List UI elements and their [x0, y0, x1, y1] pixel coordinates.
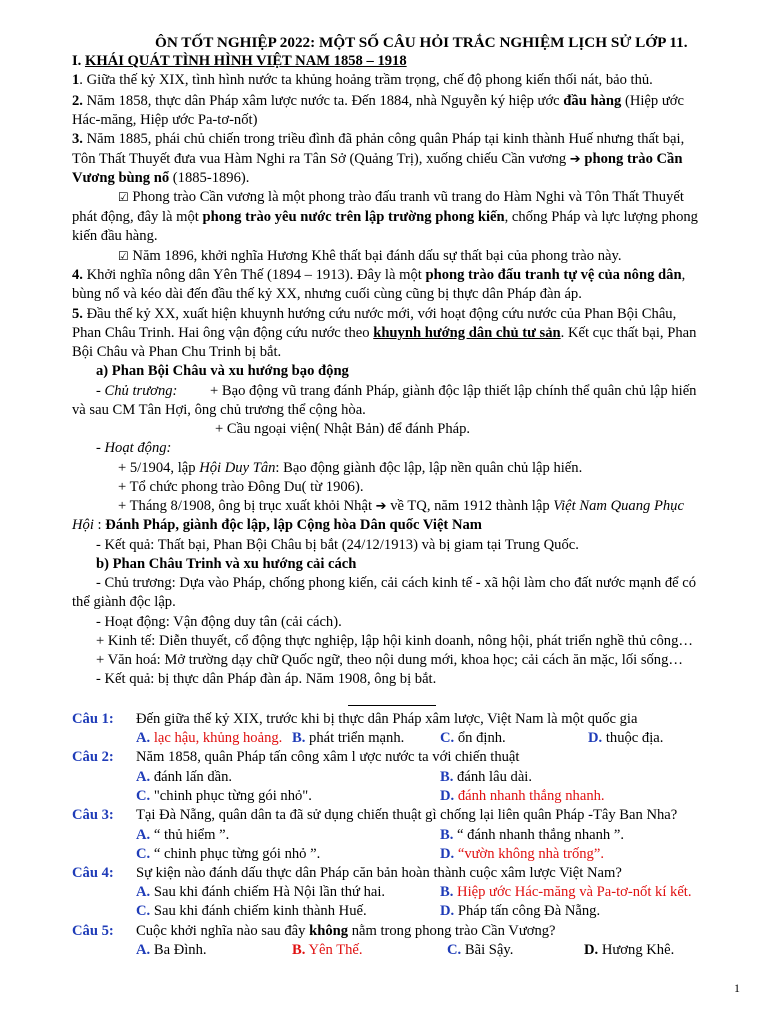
question-5-option-d[interactable]: [584, 941, 674, 960]
item-italic: Việt Nam Quang Phục: [553, 498, 684, 514]
paragraph-2: [72, 92, 684, 111]
paragraph-text: . Kết cục thất bại, Phan: [560, 325, 697, 341]
paragraph-number: 5.: [72, 306, 83, 322]
question-4-option-a[interactable]: [136, 883, 385, 902]
note-text: phát động, đây là một: [72, 209, 203, 225]
question-2-label: Câu 2:: [72, 749, 114, 765]
question-4-option-c[interactable]: [136, 902, 367, 921]
paragraph-3-cont2: [72, 169, 249, 188]
question-1-label: Câu 1:: [72, 711, 114, 727]
question-5-stem: [136, 922, 556, 941]
hoat-dong-item-3: [118, 497, 684, 516]
option-text-correct: Hiệp ước Hác-măng và Pa-tơ-nốt kí kết.: [453, 884, 692, 900]
arrow-right-icon: ➔: [569, 152, 581, 167]
paragraph-bold: phong trào đấu tranh tự vệ của nông dân: [425, 267, 682, 283]
option-key: C.: [136, 846, 151, 862]
chu-truong-item-2: + Cầu ngoại viện( Nhật Bản) để đánh Pháp.: [215, 421, 471, 437]
paragraph-number: 4.: [72, 267, 83, 283]
checked-note-1-cont: [72, 208, 698, 227]
title-period: .: [683, 34, 688, 51]
option-text-correct: lạc hậu, khủng hoảng.: [150, 730, 283, 746]
paragraph-5-cont2: Bội Châu và Phan Chu Trinh bị bắt.: [72, 344, 282, 360]
paragraph-2-cont: Hác-măng, Hiệp ước Pa-tơ-nốt): [72, 112, 258, 128]
question-1-option-a[interactable]: [136, 729, 282, 748]
paragraph-text: . Giữa thế kỷ XIX, tình hình nước ta khủng hoảng trầm trọng, chế độ phong kiến thối nát, bảo thủ.: [79, 72, 653, 88]
option-text: đánh lâu dài.: [453, 769, 533, 785]
question-2-option-d[interactable]: [440, 787, 605, 806]
label-text: - Chủ trương:: [96, 383, 178, 399]
paragraph-bold: phong trào Cần: [580, 151, 683, 167]
option-key: A.: [136, 827, 151, 843]
paragraph-bold: Vương bùng nổ: [72, 170, 170, 186]
hoat-dong-item-2: + Tổ chức phong trào Đông Du( từ 1906).: [118, 479, 364, 495]
item-bold: Đánh Pháp, giành độc lập, lập Cộng hòa Dân quốc Việt Nam: [105, 517, 482, 533]
paragraph-4: [72, 266, 685, 285]
paragraph-number: 2.: [72, 93, 83, 109]
subheading-b: b) Phan Châu Trinh và xu hướng cải cách: [96, 556, 357, 572]
item-text: về TQ, năm 1912 thành lập: [386, 498, 554, 514]
question-4-label: Câu 4:: [72, 865, 114, 881]
paragraph-4-cont: bùng nổ và kéo dài đến đầu thế kỷ XX, nhưng cuối cùng cũng bị thực dân Pháp đàn áp.: [72, 286, 582, 302]
option-key: B.: [440, 827, 454, 843]
question-5-option-b[interactable]: [292, 941, 363, 960]
option-key: A.: [136, 884, 151, 900]
page-number: 1: [734, 981, 740, 995]
item-italic: Hội: [72, 517, 94, 533]
option-key: C.: [136, 788, 151, 804]
section-divider: [348, 705, 436, 706]
question-1-option-d[interactable]: [588, 729, 663, 748]
question-5-option-a[interactable]: [136, 941, 207, 960]
b-line-6: - Kết quả: bị thực dân Pháp đàn áp. Năm 1908, ông bị bắt.: [96, 671, 437, 687]
question-3-option-b[interactable]: [440, 826, 624, 845]
option-key: B.: [440, 769, 454, 785]
section-heading: [72, 52, 407, 71]
paragraph-number: 3.: [72, 131, 83, 147]
option-text: đánh lấn dần.: [150, 769, 233, 785]
question-1-stem: Đến giữa thế kỷ XIX, trước khi bị thực dân Pháp xâm lược, Việt Nam là một quốc gia: [136, 711, 638, 727]
paragraph-3-cont: [72, 150, 682, 169]
question-5-option-c[interactable]: [447, 941, 513, 960]
question-3-option-c[interactable]: [136, 845, 320, 864]
option-text: “ chinh phục từng gói nhỏ ”.: [150, 846, 321, 862]
paragraph-text: Đầu thế kỷ XX, xuất hiện khuynh hướng cứu nước mới, với hoạt động cứu nước của Phan Bội Châu,: [82, 306, 677, 322]
question-2-stem: Năm 1858, quân Pháp tấn công xâm l ược nước ta với chiến thuật: [136, 749, 520, 765]
question-4-option-b[interactable]: [440, 883, 692, 902]
paragraph-text: Năm 1858, thực dân Pháp xâm lược nước ta. Đến 1884, nhà Nguyễn ký hiệp ước: [82, 93, 564, 109]
hoat-dong-item-3-cont: [72, 516, 482, 535]
option-key: B.: [292, 942, 306, 958]
option-key: D.: [584, 942, 599, 958]
question-3-label: Câu 3:: [72, 807, 114, 823]
b-line-5: + Văn hoá: Mở trường dạy chữ Quốc ngữ, theo nội dung mới, khoa học; cải cách ăn mặc, lối sống…: [96, 652, 683, 668]
question-3-option-d[interactable]: [440, 845, 604, 864]
option-text: “ đánh nhanh thắng nhanh ”.: [453, 827, 625, 843]
option-text-correct: đánh nhanh thắng nhanh.: [454, 788, 605, 804]
option-text-correct: Yên Thế.: [305, 942, 363, 958]
b-line-1: - Chủ trương: Dựa vào Pháp, chống phong kiến, cải cách kinh tế - xã hội làm cho đất nước mạnh để có: [96, 575, 697, 591]
option-key: D.: [588, 730, 603, 746]
paragraph-text: Tôn Thất Thuyết đưa vua Hàm Nghi ra Tân Sở (Quảng Trị), xuống chiếu Cần vương: [72, 151, 570, 167]
paragraph-5-cont: [72, 324, 696, 343]
note-bold: phong trào yêu nước trên lập trường phong kiến: [202, 209, 505, 225]
chu-truong-label: [96, 382, 177, 401]
option-text: ổn định.: [454, 730, 506, 746]
question-3-stem: Tại Đà Nẵng, quân dân ta đã sử dụng chiến thuật gì chống lại liên quân Pháp -Tây Ban Nha?: [136, 807, 678, 823]
option-key: D.: [440, 788, 455, 804]
stem-text: Cuộc khởi nghĩa nào sau đây: [136, 923, 310, 939]
option-key: A.: [136, 942, 151, 958]
checked-note-2: [118, 247, 622, 266]
title-text: ÔN TỐT NGHIỆP 2022: MỘT SỐ CÂU HỎI TRẮC NGHIỆM LỊCH SỬ LỚP 11: [155, 34, 684, 51]
paragraph-text: (1885-1896).: [169, 170, 250, 186]
paragraph-text: (Hiệp ước: [621, 93, 684, 109]
item-text: : Bạo động giành độc lập, lập nền quân chủ lập hiến.: [275, 460, 583, 476]
option-key: A.: [136, 769, 151, 785]
note-text: Năm 1896, khởi nghĩa Hương Khê thất bại đánh dấu sự thất bại của phong trào này.: [128, 248, 622, 264]
paragraph-5: [72, 305, 676, 324]
b-line-2: thể giành độc lập.: [72, 594, 176, 610]
checked-note-1: [118, 188, 684, 207]
question-1-option-b[interactable]: [292, 729, 404, 748]
section-label: KHÁI QUÁT TÌNH HÌNH VIỆT NAM 1858 – 1918: [84, 53, 407, 69]
stem-bold: không: [309, 923, 349, 939]
b-line-3: - Hoạt động: Vận động duy tân (cải cách).: [96, 614, 342, 630]
checkbox-icon: ☑: [118, 249, 129, 263]
option-text: Bãi Sậy.: [461, 942, 514, 958]
option-key: C.: [447, 942, 462, 958]
option-key: C.: [136, 903, 151, 919]
item-text: :: [93, 517, 106, 533]
chu-truong-item-1-cont: và sau CM Tân Hợi, ông chủ trương thể cộng hòa.: [72, 402, 366, 418]
option-text: Sau khi đánh chiếm Hà Nội lần thứ hai.: [150, 884, 386, 900]
paragraph-1: [72, 71, 653, 90]
note-text: Phong trào Cần vương là một phong trào đấu tranh vũ trang do Hàm Nghi và Tôn Thất Thuyết: [128, 189, 684, 205]
question-2-option-a[interactable]: [136, 768, 232, 787]
option-text-correct: “vườn không nhà trống”.: [454, 846, 604, 862]
hoat-dong-label: - Hoạt động:: [96, 440, 172, 456]
arrow-right-icon: ➔: [375, 499, 387, 514]
chu-truong-item-1: + Bạo động vũ trang đánh Pháp, giành độc lập thiết lập chính thể quân chủ lập hiến: [210, 383, 697, 399]
hoat-dong-item-1: [118, 459, 582, 478]
option-text: phát triển mạnh.: [305, 730, 405, 746]
paragraph-text: Khởi nghĩa nông dân Yên Thế (1894 – 1913). Đây là một: [82, 267, 426, 283]
question-4-option-d[interactable]: [440, 902, 600, 921]
option-text: Ba Đình.: [150, 942, 207, 958]
paragraph-text: Năm 1885, phái chủ chiến trong triều đình đã phản công quân Pháp tại kinh thành Huế nhưng thất bại,: [82, 131, 685, 147]
option-key: C.: [440, 730, 455, 746]
paragraph-number: 1: [72, 72, 80, 88]
paragraph-text: Phan Châu Trinh. Hai ông vận động cứu nước theo: [72, 325, 374, 341]
paragraph-text: ,: [681, 267, 686, 283]
option-key: B.: [440, 884, 454, 900]
paragraph-bold-underline: khuynh hướng dân chủ tư sản: [373, 325, 561, 341]
note-text: , chống Pháp và lực lượng phong: [504, 209, 698, 225]
question-5-label: Câu 5:: [72, 923, 114, 939]
section-number: I.: [72, 53, 85, 69]
option-text: Sau khi đánh chiếm kinh thành Huế.: [150, 903, 367, 919]
ket-qua-a: - Kết quả: Thất bại, Phan Bội Châu bị bắt (24/12/1913) và bị giam tại Trung Quốc.: [96, 537, 579, 553]
checkbox-icon: ☑: [118, 190, 129, 204]
option-key: D.: [440, 846, 455, 862]
option-text: Hương Khê.: [598, 942, 675, 958]
item-text: + 5/1904, lập: [118, 460, 200, 476]
stem-text: nằm trong phong trào Cần Vương?: [348, 923, 556, 939]
page-title: [155, 33, 688, 52]
subheading-a: a) Phan Bội Châu và xu hướng bạo động: [96, 363, 349, 379]
question-2-option-b[interactable]: [440, 768, 532, 787]
option-text: Pháp tấn công Đà Nẵng.: [454, 903, 601, 919]
checked-note-1-cont2: kiến đầu hàng.: [72, 228, 158, 244]
question-1-option-c[interactable]: [440, 729, 506, 748]
option-key: B.: [292, 730, 306, 746]
option-text: thuộc địa.: [602, 730, 664, 746]
option-key: D.: [440, 903, 455, 919]
item-text: + Tháng 8/1908, ông bị trục xuất khỏi Nhật: [118, 498, 376, 514]
option-key: A.: [136, 730, 151, 746]
paragraph-3: [72, 130, 684, 149]
option-text: "chinh phục từng gói nhỏ".: [150, 788, 312, 804]
question-3-option-a[interactable]: [136, 826, 229, 845]
item-italic: Hội Duy Tân: [199, 460, 276, 476]
option-text: “ thủ hiểm ”.: [150, 827, 230, 843]
paragraph-bold: đầu hàng: [563, 93, 622, 109]
question-2-option-c[interactable]: [136, 787, 312, 806]
question-4-stem: Sự kiện nào đánh dấu thực dân Pháp căn bản hoàn thành cuộc xâm lược Việt Nam?: [136, 865, 622, 881]
b-line-4: + Kinh tế: Diễn thuyết, cổ động thực nghiệp, lập hội kinh doanh, nông hội, phát triển nghề thủ công…: [96, 633, 693, 649]
